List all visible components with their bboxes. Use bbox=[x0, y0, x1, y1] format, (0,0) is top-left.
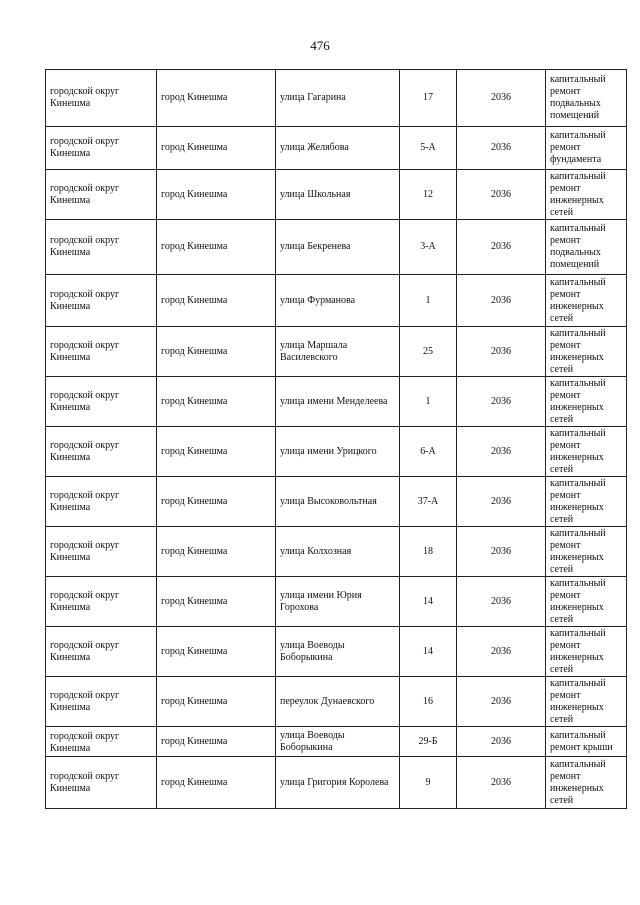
year-cell: 2036 bbox=[457, 377, 546, 427]
work-type-cell: капитальный ремонт подвальных помещений bbox=[546, 70, 627, 127]
table-row bbox=[46, 677, 627, 727]
work-type-cell: капитальный ремонт крыши bbox=[546, 727, 627, 757]
city-cell: город Кинешма bbox=[157, 70, 276, 127]
table-row bbox=[46, 627, 627, 677]
year-cell: 2036 bbox=[457, 527, 546, 577]
house-number-cell: 9 bbox=[400, 757, 457, 809]
district-cell: городской округ Кинешма bbox=[46, 327, 157, 377]
year-cell: 2036 bbox=[457, 427, 546, 477]
house-number-cell: 29-Б bbox=[400, 727, 457, 757]
city-cell: город Кинешма bbox=[157, 627, 276, 677]
house-number-cell: 3-А bbox=[400, 220, 457, 275]
house-number-cell: 5-А bbox=[400, 127, 457, 170]
work-type-cell: капитальный ремонт инженерных сетей bbox=[546, 170, 627, 220]
district-cell: городской округ Кинешма bbox=[46, 627, 157, 677]
house-number-cell: 14 bbox=[400, 627, 457, 677]
table-row bbox=[46, 477, 627, 527]
street-cell: улица Желябова bbox=[276, 127, 400, 170]
year-cell: 2036 bbox=[457, 727, 546, 757]
city-cell: город Кинешма bbox=[157, 577, 276, 627]
house-number-cell: 1 bbox=[400, 275, 457, 327]
district-cell: городской округ Кинешма bbox=[46, 427, 157, 477]
district-cell: городской округ Кинешма bbox=[46, 577, 157, 627]
street-cell: улица Воеводы Боборыкина bbox=[276, 727, 400, 757]
house-number-cell: 16 bbox=[400, 677, 457, 727]
house-number-cell: 25 bbox=[400, 327, 457, 377]
street-cell: улица имени Юрия Горохова bbox=[276, 577, 400, 627]
year-cell: 2036 bbox=[457, 170, 546, 220]
street-cell: улица имени Менделеева bbox=[276, 377, 400, 427]
city-cell: город Кинешма bbox=[157, 170, 276, 220]
table-row bbox=[46, 220, 627, 275]
table-row bbox=[46, 427, 627, 477]
district-cell: городской округ Кинешма bbox=[46, 527, 157, 577]
table-row bbox=[46, 327, 627, 377]
street-cell: улица Маршала Василевского bbox=[276, 327, 400, 377]
work-type-cell: капитальный ремонт фундамента bbox=[546, 127, 627, 170]
city-cell: город Кинешма bbox=[157, 727, 276, 757]
house-number-cell: 12 bbox=[400, 170, 457, 220]
city-cell: город Кинешма bbox=[157, 757, 276, 809]
year-cell: 2036 bbox=[457, 220, 546, 275]
district-cell: городской округ Кинешма bbox=[46, 170, 157, 220]
work-type-cell: капитальный ремонт инженерных сетей bbox=[546, 275, 627, 327]
house-number-cell: 17 bbox=[400, 70, 457, 127]
district-cell: городской округ Кинешма bbox=[46, 727, 157, 757]
street-cell: улица Высоковольтная bbox=[276, 477, 400, 527]
repair-schedule-table bbox=[45, 69, 627, 809]
work-type-cell: капитальный ремонт инженерных сетей bbox=[546, 527, 627, 577]
page-number: 476 bbox=[310, 38, 330, 53]
street-cell: улица Школьная bbox=[276, 170, 400, 220]
street-cell: улица Фурманова bbox=[276, 275, 400, 327]
table-row bbox=[46, 70, 627, 127]
city-cell: город Кинешма bbox=[157, 477, 276, 527]
table-row bbox=[46, 727, 627, 757]
year-cell: 2036 bbox=[457, 127, 546, 170]
district-cell: городской округ Кинешма bbox=[46, 377, 157, 427]
street-cell: улица Григория Королева bbox=[276, 757, 400, 809]
city-cell: город Кинешма bbox=[157, 327, 276, 377]
city-cell: город Кинешма bbox=[157, 377, 276, 427]
house-number-cell: 14 bbox=[400, 577, 457, 627]
house-number-cell: 37-А bbox=[400, 477, 457, 527]
district-cell: городской округ Кинешма bbox=[46, 127, 157, 170]
year-cell: 2036 bbox=[457, 677, 546, 727]
year-cell: 2036 bbox=[457, 70, 546, 127]
district-cell: городской округ Кинешма bbox=[46, 677, 157, 727]
work-type-cell: капитальный ремонт инженерных сетей bbox=[546, 677, 627, 727]
house-number-cell: 1 bbox=[400, 377, 457, 427]
street-cell: улица Колхозная bbox=[276, 527, 400, 577]
table-row bbox=[46, 127, 627, 170]
house-number-cell: 6-А bbox=[400, 427, 457, 477]
year-cell: 2036 bbox=[457, 477, 546, 527]
street-cell: улица имени Урицкого bbox=[276, 427, 400, 477]
work-type-cell: капитальный ремонт инженерных сетей bbox=[546, 757, 627, 809]
year-cell: 2036 bbox=[457, 577, 546, 627]
street-cell: переулок Дунаевского bbox=[276, 677, 400, 727]
table-row bbox=[46, 275, 627, 327]
street-cell: улица Бекренева bbox=[276, 220, 400, 275]
work-type-cell: капитальный ремонт инженерных сетей bbox=[546, 477, 627, 527]
city-cell: город Кинешма bbox=[157, 275, 276, 327]
district-cell: городской округ Кинешма bbox=[46, 70, 157, 127]
work-type-cell: капитальный ремонт подвальных помещений bbox=[546, 220, 627, 275]
city-cell: город Кинешма bbox=[157, 220, 276, 275]
work-type-cell: капитальный ремонт инженерных сетей bbox=[546, 627, 627, 677]
work-type-cell: капитальный ремонт инженерных сетей bbox=[546, 377, 627, 427]
city-cell: город Кинешма bbox=[157, 427, 276, 477]
district-cell: городской округ Кинешма bbox=[46, 477, 157, 527]
year-cell: 2036 bbox=[457, 757, 546, 809]
year-cell: 2036 bbox=[457, 627, 546, 677]
table-row bbox=[46, 170, 627, 220]
district-cell: городской округ Кинешма bbox=[46, 220, 157, 275]
year-cell: 2036 bbox=[457, 327, 546, 377]
work-type-cell: капитальный ремонт инженерных сетей bbox=[546, 577, 627, 627]
street-cell: улица Воеводы Боборыкина bbox=[276, 627, 400, 677]
table-row bbox=[46, 577, 627, 627]
table-row bbox=[46, 377, 627, 427]
street-cell: улица Гагарина bbox=[276, 70, 400, 127]
district-cell: городской округ Кинешма bbox=[46, 275, 157, 327]
city-cell: город Кинешма bbox=[157, 677, 276, 727]
table-row bbox=[46, 757, 627, 809]
district-cell: городской округ Кинешма bbox=[46, 757, 157, 809]
city-cell: город Кинешма bbox=[157, 127, 276, 170]
work-type-cell: капитальный ремонт инженерных сетей bbox=[546, 327, 627, 377]
city-cell: город Кинешма bbox=[157, 527, 276, 577]
work-type-cell: капитальный ремонт инженерных сетей bbox=[546, 427, 627, 477]
house-number-cell: 18 bbox=[400, 527, 457, 577]
year-cell: 2036 bbox=[457, 275, 546, 327]
table-row bbox=[46, 527, 627, 577]
